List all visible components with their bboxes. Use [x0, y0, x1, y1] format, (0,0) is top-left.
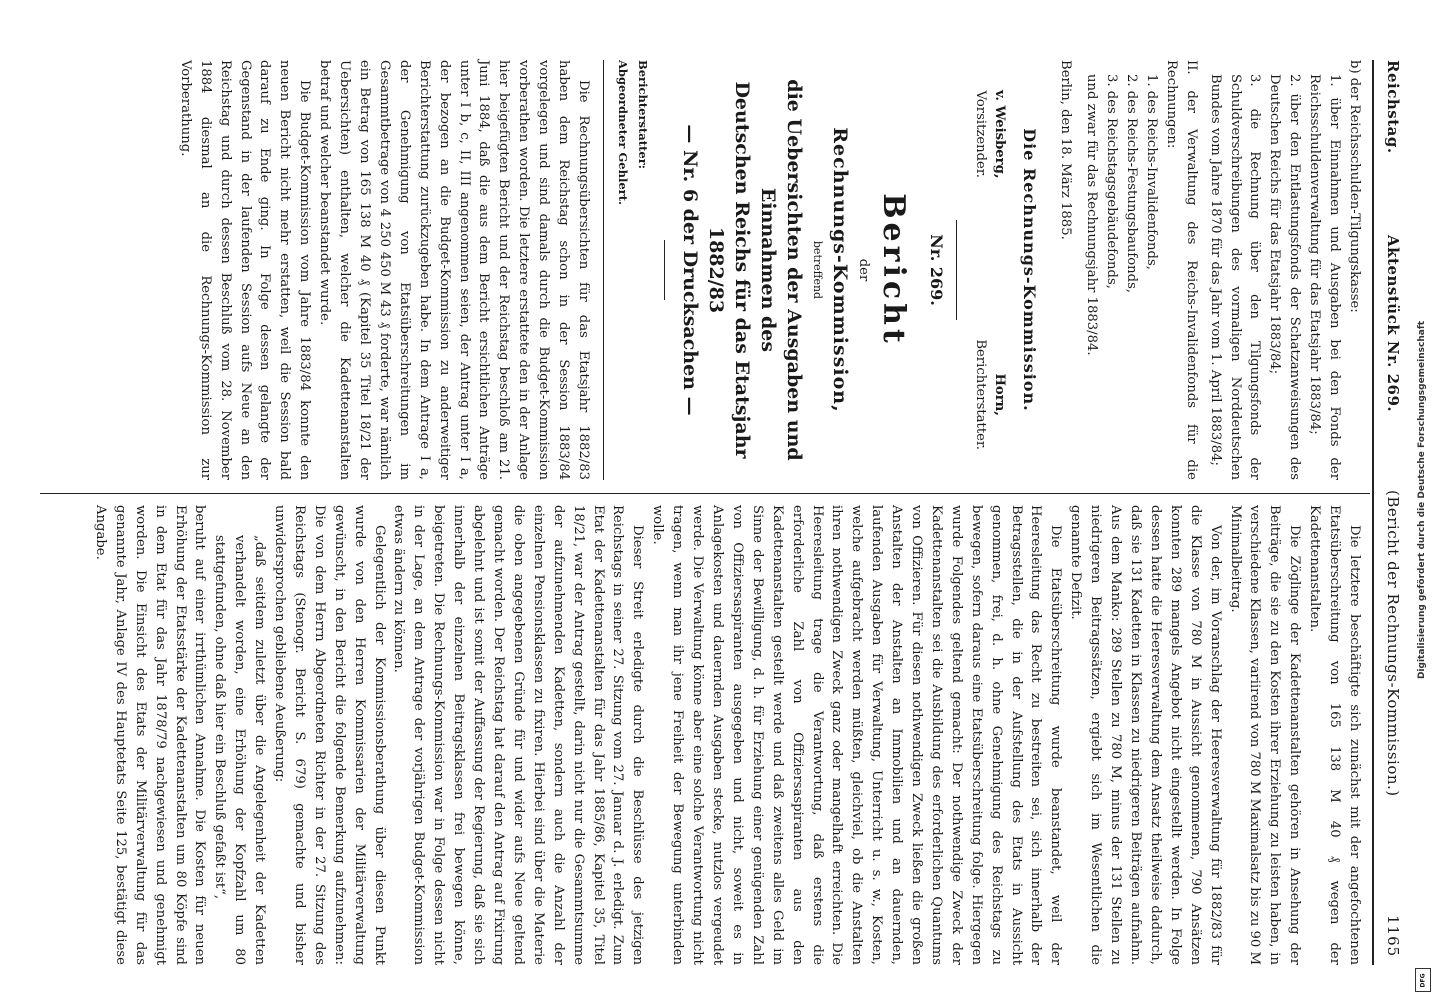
- list-b-item: 2. über den Entlastungsfonds der Schatzanweisungen des Deutschen Reichs für das Etatsjahr 1883/84;: [1267, 74, 1303, 480]
- short-rule: [957, 220, 958, 320]
- column-divider: [40, 493, 1370, 494]
- dfg-logo-text: DFG: [1419, 972, 1427, 988]
- list-ii-item: und zwar für das Rechnungsjahr 1883/84.: [1084, 74, 1100, 356]
- body-paragraph: Die Zöglinge der Kadettenanstalten gehören in Ansehung der Beiträge, die sie zu den Kosten ihrer Erziehung zu leisten haben, in verschiedene Klassen, variirend von 780 M Maximalsatz bis zu 90 M Minimalbeitrag.: [1227, 505, 1303, 965]
- chair-name: v. Weisberg,: [992, 90, 1008, 179]
- digitization-note-text: Digitalisierung gefördert durch die Deutsche Forschungsgemeinschaft: [1417, 320, 1427, 680]
- page-number: 1165: [1384, 915, 1402, 958]
- report-subject: Deutschen Reichs für das Etatsjahr 1882/83: [704, 81, 753, 459]
- list-b-item: 1. über Einnahmen und Ausgaben bei den Fonds der Reichsschuldenverwaltung für das Etatsjahr 1883/84;: [1307, 74, 1343, 480]
- body-paragraph: Die letztere beschäftigte sich zunächst mit der angefochtenen Etatsüberschreitung von 165 138 M 40 ₰ wegen der Kadettenanstalten.: [1307, 505, 1362, 965]
- title-der: der: [855, 258, 871, 282]
- body-paragraph: Von der, im Voranschlag der Heeresverwaltung für 1882/83 für die Klasse von 780 M in Aussicht genommenen, 790 Ansätzen konnten 289 mangels Angebot nicht eingestellt werden. In Folge dessen hatte die Heeresverwaltung dem Ansatz theilweise dadurch, daß sie 131 Kadetten in Klassen zu niedrigeren Beiträgen aufnahm. Aus dem Manko: 289 Stellen zu 780 M, minus der 131 Stellen zu niedrigeren Beitragssätzen, ergiebt sich im Wesentlichen die genannte Defizit.: [1068, 505, 1223, 965]
- place-date: Berlin, den 18. März 1885.: [1058, 60, 1074, 240]
- list-ii-item: 3. des Reichstagsgebäudefonds,: [1104, 74, 1120, 289]
- signatures: [966, 60, 1010, 480]
- header-center: Aktenstück Nr. 269.: [1384, 235, 1402, 413]
- list-b-heading: b) der Reichsschulden-Tilgungskasse:: [1347, 60, 1362, 313]
- reporter-name: Abgeordneter Gehlert.: [615, 60, 630, 206]
- dfg-logo-icon: [1415, 968, 1431, 992]
- list-ii-item: 2. des Reichs-Festungsbaufonds,: [1124, 74, 1140, 294]
- list-ii-item: 1. des Reichs-Invalidenfonds,: [1143, 74, 1159, 270]
- body-paragraph: beruht auf einer irrthümlichen Annahme. Die Kosten für neuen Erhöhung der Etatsstärke der Kadettenanstalten um 80 Köpfe sind in dem Etat für das Jahr 1878/79 nachgewiesen und genehmigt worden. Die Einsicht des Etats der Militärverwaltung für das genannte Jahr, Anlage IV des Hauptetats Seite 125, bestätigt diese Angabe.: [92, 505, 208, 965]
- short-rule: [664, 240, 665, 300]
- body-paragraph: Die Budget-Kommission vom Jahre 1883/84 konnte den neuen Bericht nicht mehr erstatten, weil die Session bald darauf zu Ende ging. In Folge dessen gelangte der Gegenstand in der laufenden Session aufs Neue an den Reichstag und durch dessen Beschluß vom 28. November 1884 diesmal an die Rechnungs-Kommission zur Vorberathung.: [177, 60, 313, 480]
- list-b-item: 3. die Rechnung über den Tilgungsfonds der Schuldverschreibungen des vormaligen Norddeutschen Bundes vom Jahre 1870 für das Jahr vom 1. April 1883/84;: [1207, 74, 1263, 480]
- reporter-label: Berichterstatter:: [635, 60, 650, 169]
- signature-reporter: [970, 339, 1010, 450]
- body-paragraph: Dieser Streit erledigte durch die Beschlüsse des jetzigen Reichstags in seiner 27. Sitzung vom 27. Januar d. J. erledigt. Zum Etat der Kadettenanstalten für das Jahr 1885/86, Kapitel 35, Titel 18/21, war der Antrag gestellt, darin nicht nur die Gesammtsumme der aufzunehmenden Kadetten, sondern auch die Anzahl der einzelnen Pensionsklassen zu fixiren. Hierbei sind über die Materie die oben angegebenen Gründe für und wider aufs Neue geltend gemacht worden. Der Reichstag hat darauf den Antrag auf Fixirung abgelehnt und ist somit der Auffassung der Regierung, daß sie sich innerhalb der einzelnen Beitragsklassen frei bewegen könne, beigetreten. Die Rechnungs-Kommission war in Folge dessen nicht in der Lage, an dem Antrage der vorjährigen Budget-Kommission etwas ändern zu können.: [391, 505, 646, 965]
- report-subject: die Uebersichten der Ausgaben und Einnahmen des: [756, 79, 805, 461]
- list-ii-heading: II. der Verwaltung des Reichs-Invalidenfonds für die Rechnungen:: [1163, 60, 1199, 480]
- left-column: [175, 60, 1364, 480]
- report-subject: — Nr. 6 der Drucksachen —: [678, 124, 701, 416]
- header-right-note: (Bericht der Rechnungs-Kommission.): [1384, 490, 1402, 797]
- body-paragraph: Gelegentlich der Kommissionsberathung über diesen Punkt wurde von den Herren Kommissarien der Militärverwaltung gewünscht, in den Bericht die folgende Bemerkung aufzunehmen: Die von dem Herrn Abgeordneten Richter in der 27. Sitzung des Reichstags (Stenogr. Bericht S. 679) gemachte und bisher unwidersprochen gebliebene Aeußerung:: [272, 505, 387, 965]
- body-paragraph: Die Etatsüberschreitung wurde beanstandet, weil der Heeresleitung das Recht zu bestreiten sei, sich innerhalb der Betragsstellen, die in der Aufstellung des Etats in Aussicht genommen, frei, d. h. ohne Genehmigung des Reichstags zu bewegen, sofern daraus eine Etatsüberschreitung folge. Hiergegen wurde Folgendes geltend gemacht: Der nothwendige Zweck der Kadettenanstalten sei die Ausbildung des erforderlichen Quantums von Offizieren. Für diesen nothwendigen Zweck ließen die großen Anstalten der Anstalten an Immobilien und an dauernden, laufenden Ausgaben für Verwaltung, Unterricht u. s. w., Kosten, welche aufgebracht werden müßten, gleichviel, ob die Anstalten ihren nothwendigen Zweck ganz oder mangelhaft erreichten. Die Heeresleitung trage die Verantwortung, daß erstens die erforderliche Zahl von Offiziersaspiranten aus den Kadettenanstalten gestellt werde und daß zweitens alles Geld im Sinne der Bewilligung, d. h. für Erziehung einer genügenden Zahl von Offiziersaspiranten ausgegeben und nicht, soweit es in Anlagekosten und dauernden Ausgaben stecke, nutzlos vergeudet werde. Die Verwaltung könne aber eine solche Verantwortung nicht tragen, wenn man ihr jene Freiheit der Bewegung unterbinden wolle.: [650, 505, 1064, 965]
- document-number: Nr. 269.: [927, 234, 947, 306]
- header-left: Reichstag.: [1384, 60, 1402, 154]
- section-rule: [603, 60, 604, 480]
- report-title: Bericht: [875, 193, 911, 347]
- signature-chair: [970, 90, 1010, 178]
- digitization-note: [1412, 0, 1432, 1000]
- report-commission: Rechnungs-Kommission,: [828, 127, 851, 413]
- right-column: [90, 505, 1364, 965]
- page-header: [1374, 60, 1414, 965]
- reporter-sig-role: Berichterstatter.: [972, 339, 988, 450]
- header-rule: [1372, 60, 1374, 965]
- body-paragraph: Die Rechnungsübersichten für das Etatsjahr 1882/83 haben dem Reichstag schon in der Session 1883/84 vorgelegen und sind damals durch die Budget-Kommission vorberathen worden. Die letztere erstattete den in der Anlage hier beigefügten Bericht und der Reichstag beschloß am 21. Juni 1884, daß die aus dem Bericht ersichtlichen Anträge unter I b, c, II, III angenommen seien, der Antrag unter I a, der bezogen an die Budget-Kommission zu anderweitiger Berichterstattung zurückzugeben habe. In dem Antrage I a, der Genehmigung von Etatsüberschreitungen im Gesammtbetrage von 4 250 450 M 43 ₰ forderte, war nämlich ein Betrag von 165 138 M 40 ₰ (Kapitel 35 Titel 18/21 der Uebersichten) enthalten, welcher die Kadettenanstalten betraf und welcher beanstandet wurde.: [317, 60, 591, 480]
- reporter-sig-name: Horn,: [992, 373, 1008, 416]
- commission-name: Die Rechnungs-Kommission.: [1020, 128, 1040, 412]
- chair-role: Vorsitzender.: [972, 90, 988, 178]
- quoted-statement: „daß seitdem zuletzt über die Angelegenheit der Kadetten verhandelt worden, eine Erhöhung der Kopfzahl um 80 stattgefunden, ohne daß hier ein Beschluß gefaßt ist“,: [212, 535, 268, 965]
- title-betreffend: betreffend: [810, 240, 824, 300]
